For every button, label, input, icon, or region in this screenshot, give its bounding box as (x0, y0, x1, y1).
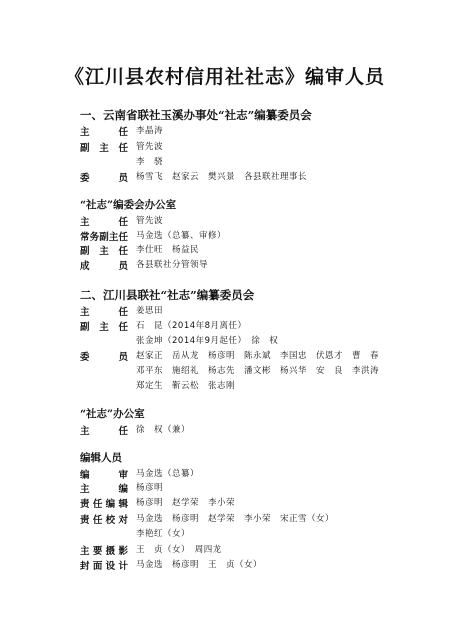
role-label: 常 务 副 主 任 (80, 232, 128, 243)
person-names-continued: 邓平东 施绍礼 杨志先 潘文彬 杨兴华 安 良 李洪涛 (136, 366, 380, 376)
role-label: 主 编 (80, 484, 128, 495)
role-label: 主 任 (80, 127, 128, 138)
section-heading-2b: “社志”办公室 (80, 408, 145, 420)
role-label: 委 员 (80, 173, 128, 184)
person-names-continued: 李艳红（女） (136, 529, 191, 539)
person-names: 杨彦明 (136, 483, 164, 493)
person-names: 管先波 (136, 216, 164, 226)
section-heading-1b: “社志”编委会办公室 (80, 199, 177, 211)
person-names: 管先波 (136, 142, 164, 152)
person-names-continued: 郑定生 靳云松 张志刚 (136, 381, 236, 391)
role-label: 副 主 任 (80, 246, 128, 257)
role-label: 责 任 校 对 (80, 515, 128, 526)
role-label: 主 任 (80, 426, 128, 437)
role-label: 封 面 设 计 (80, 561, 128, 572)
person-names: 李仕旺 杨益民 (136, 245, 200, 255)
section-heading-1: 一、云南省联社玉溪办事处“社志”编纂委员会 (80, 108, 312, 122)
role-label: 主 要 摄 影 (80, 546, 128, 557)
role-label: 成 员 (80, 261, 128, 272)
person-names: 马金选（总纂、审修） (136, 231, 227, 241)
person-names: 石 昆（2014年8月离任） (136, 321, 247, 331)
person-names: 马金选 杨彦明 王 贞（女） (136, 560, 263, 570)
section-heading-2: 二、江川县联社“社志”编纂委员会 (80, 288, 255, 302)
person-names: 赵家正 岳从龙 杨彦明 陈永斌 李国忠 伏恩才 曹 春 (136, 351, 380, 361)
person-names: 马金选（总纂） (136, 469, 200, 479)
person-names-continued: 李 骁 (136, 157, 164, 167)
person-names: 马金选 杨彦明 赵学荣 李小荣 宋正雪（女） (136, 514, 335, 524)
role-label: 主 任 (80, 217, 128, 228)
person-names: 杨彦明 赵学荣 李小荣 (136, 498, 236, 508)
person-names: 姜思田 (136, 306, 164, 316)
person-names: 杨雪飞 赵家云 樊兴景 各县联社理事长 (136, 172, 308, 182)
role-label: 副 主 任 (80, 322, 128, 333)
person-names: 各县联社分管领导 (136, 260, 209, 270)
person-names: 王 贞（女） 周四龙 (136, 545, 222, 555)
role-label: 责 任 编 辑 (80, 499, 128, 510)
role-label: 副 主 任 (80, 143, 128, 154)
person-names: 徐 权（兼） (136, 425, 191, 435)
role-label: 编 审 (80, 470, 128, 481)
person-names: 李晶涛 (136, 126, 164, 136)
role-label: 主 任 (80, 307, 128, 318)
role-label: 委 员 (80, 352, 128, 363)
person-names-continued: 张金坤（2014年9月起任） 徐 权 (136, 336, 279, 346)
section-heading-3: 编辑人员 (80, 452, 122, 464)
page-title: 《江川县农村信用社社志》编审人员 (64, 66, 385, 88)
